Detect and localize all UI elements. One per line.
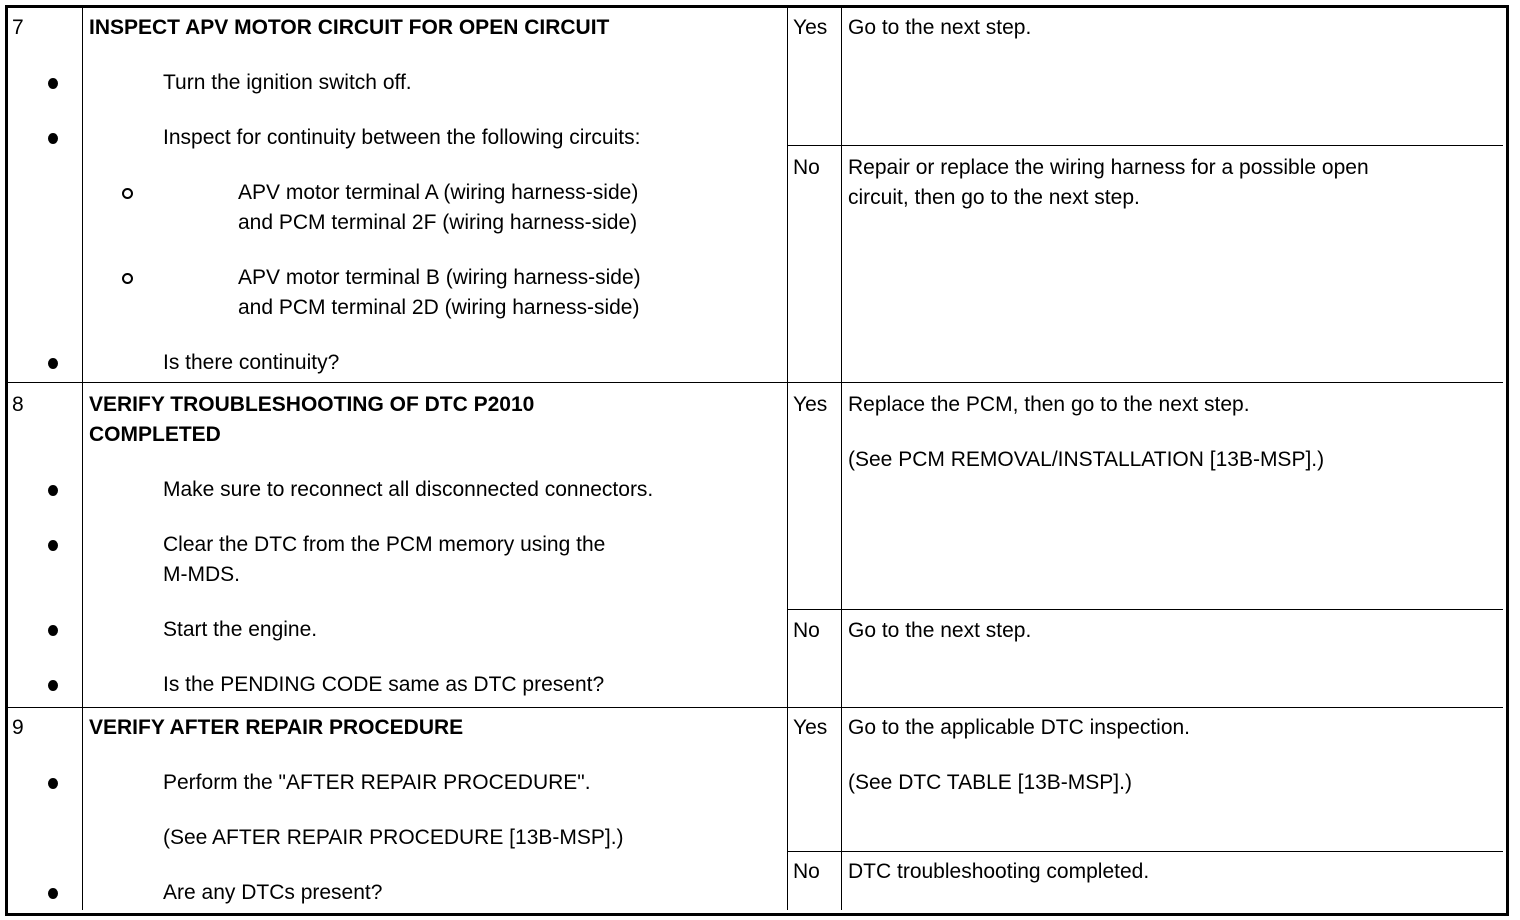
text-line: M-MDS. bbox=[163, 563, 240, 586]
no-label: No bbox=[793, 860, 820, 883]
no-action bbox=[848, 153, 1369, 213]
no-action: DTC troubleshooting completed. bbox=[848, 860, 1150, 883]
bullet-item: Is there continuity? bbox=[0, 348, 779, 378]
sub-item-line: APV motor terminal B (wiring harness-side) bbox=[238, 266, 641, 289]
text-line: COMPLETED bbox=[89, 423, 221, 446]
divider bbox=[787, 8, 788, 910]
reference-link[interactable]: (See PCM REMOVAL/INSTALLATION [13B-MSP].) bbox=[848, 448, 1325, 471]
sub-item-line: and PCM terminal 2F (wiring harness-side) bbox=[238, 211, 638, 234]
step-content bbox=[89, 13, 779, 378]
yes-label: Yes bbox=[793, 16, 828, 39]
step-content bbox=[0, 713, 780, 908]
no-label: No bbox=[793, 156, 820, 179]
text-line: Go to the applicable DTC inspection. bbox=[848, 716, 1191, 739]
bullet-item: Are any DTCs present? bbox=[0, 878, 780, 908]
step-title: INSPECT APV MOTOR CIRCUIT FOR OPEN CIRCUIT bbox=[89, 16, 610, 39]
text-line: Replace the PCM, then go to the next step. bbox=[848, 393, 1250, 416]
yes-action: Go to the next step. bbox=[848, 16, 1032, 39]
divider bbox=[787, 851, 1503, 852]
step-number: 9 bbox=[12, 716, 24, 739]
step-content bbox=[0, 390, 780, 700]
divider bbox=[787, 145, 1503, 146]
step-number: 8 bbox=[12, 393, 24, 416]
bullet-item: Turn the ignition switch off. bbox=[0, 68, 779, 98]
bullet-item: Is the PENDING CODE same as DTC present? bbox=[0, 670, 780, 700]
text-line: Clear the DTC from the PCM memory using the bbox=[163, 533, 606, 556]
bullet-item bbox=[0, 530, 780, 590]
sub-item bbox=[0, 263, 779, 323]
bullet-item: Inspect for continuity between the following circuits: bbox=[0, 123, 779, 153]
no-action: Go to the next step. bbox=[848, 619, 1032, 642]
yes-label: Yes bbox=[793, 716, 828, 739]
reference-link[interactable]: (See DTC TABLE [13B-MSP].) bbox=[848, 771, 1132, 794]
divider bbox=[787, 609, 1503, 610]
bullet-item: Start the engine. bbox=[0, 615, 780, 645]
step-title: VERIFY AFTER REPAIR PROCEDURE bbox=[89, 716, 464, 739]
step-number: 7 bbox=[12, 16, 24, 39]
yes-action bbox=[848, 390, 1324, 475]
divider bbox=[841, 8, 842, 910]
sub-item-line: APV motor terminal A (wiring harness-side) bbox=[238, 181, 639, 204]
reference-link[interactable]: (See AFTER REPAIR PROCEDURE [13B-MSP].) bbox=[163, 826, 624, 849]
bullet-item: Perform the "AFTER REPAIR PROCEDURE". bbox=[0, 768, 780, 798]
yes-label: Yes bbox=[793, 393, 828, 416]
sub-item-line: and PCM terminal 2D (wiring harness-side) bbox=[238, 296, 640, 319]
yes-action bbox=[848, 713, 1190, 798]
bullet-item: Make sure to reconnect all disconnected connectors. bbox=[0, 475, 780, 505]
divider bbox=[8, 382, 1503, 383]
sub-item bbox=[0, 178, 779, 238]
text-line: Repair or replace the wiring harness for a possible open bbox=[848, 156, 1369, 179]
no-label: No bbox=[793, 619, 820, 642]
text-line: circuit, then go to the next step. bbox=[848, 186, 1140, 209]
text-line: VERIFY TROUBLESHOOTING OF DTC P2010 bbox=[89, 393, 535, 416]
divider bbox=[8, 707, 1503, 708]
step-title bbox=[0, 390, 780, 450]
